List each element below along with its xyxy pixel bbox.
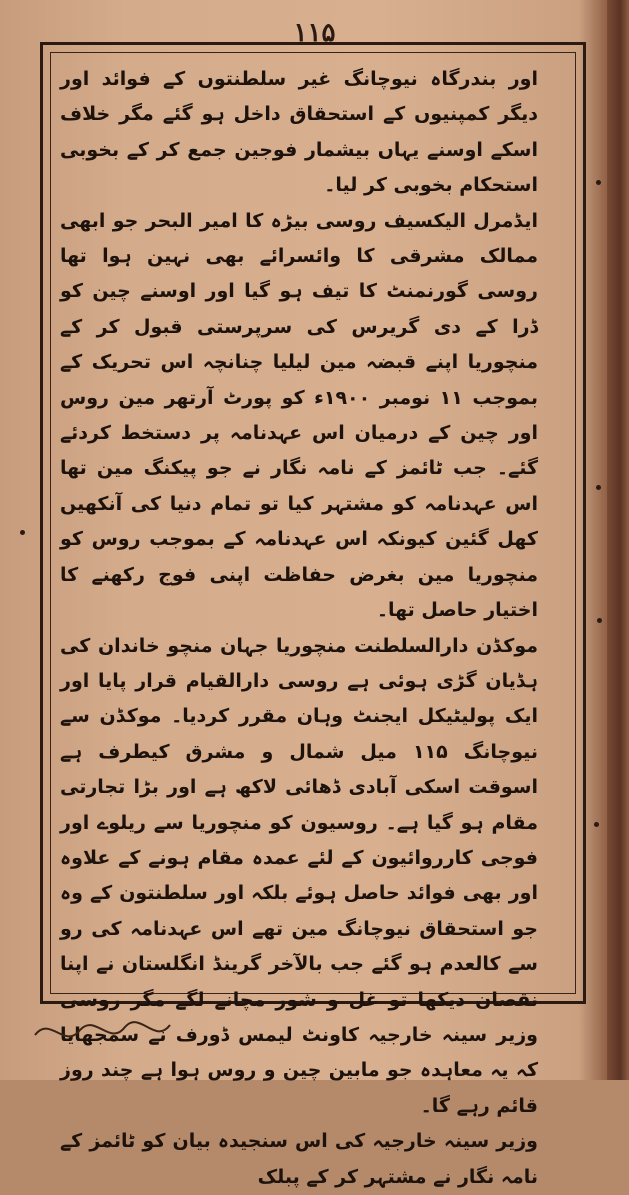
paragraph-2: ایڈمرل الیکسیف روسی بیڑہ کا امیر البحر جو ابھی ممالک مشرقی کا وائسرائے بھی نہین ہوا تھا روسی گورنمنٹ کا تیف ہو گیا اور اوسنے چین کو ڈرا کے دی گریرس کی سرپرستی قبول کر کے منچوریا اپنے قبضہ مین لیلیا چنانچہ اس تحریک کے بموجب ۱۱ نومبر ۱۹۰۰ء کو پورٹ آرتھر مین روس اور چین کے درمیان اس عہدنامہ پر دستخط کردئے گئے۔ جب ٹائمز کے نامہ نگار نے جو پیکنگ مین تھا اس عہدنامہ کو مشتہر کیا تو تمام دنیا کی آنکھیں کھل گئین کیونکہ اس عہدنامہ کے بموجب روس کو منچوریا مین بغرض حفاظت اپنی فوج رکھنے کا اختیار حاصل تھا۔ <box>60 209 538 622</box>
urdu-text-body <box>60 62 566 1188</box>
paragraph-4: وزیر سینہ خارجیہ کی اس سنجیدہ بیان کو ٹائمز کے نامہ نگار نے مشتہر کر کے پبلک <box>60 1130 538 1188</box>
margin-dot-mark <box>596 485 601 490</box>
page-binding-edge <box>607 0 629 1080</box>
margin-dot-mark <box>597 618 602 623</box>
page-number: ۱۱۵ <box>293 18 336 48</box>
page-fold-line <box>601 0 603 1080</box>
margin-dot-mark <box>596 180 601 185</box>
paragraph-3: موکڈن دارالسلطنت منچوریا جہان منچو خاندان کی ہڈیان گڑی ہوئی ہے روسی دارالقیام قرار پایا اور ایک پولیٹیکل ایجنٹ وہان مقرر کردیا۔ موکڈن سے نیوچانگ ۱۱۵ میل شمال و مشرق کیطرف ہے اسوقت اسکی آبادی ڈھائی لاکھ ہے اور بڑا تجارتی مقام ہو گیا ہے۔ روسیون کو منچوریا سے ریلوے اور فوجی کارروائیون کے لئے عمدہ مقام ہونے کے علاوہ اور بھی فوائد حاصل ہوئے بلکہ اور سلطنتون کے وہ جو استحقاق نیوچانگ مین تھے اس عہدنامہ کی رو سے کالعدم ہو گئے جب بالآخر گرینڈ انگلستان نے اپنا نقصان دیکھا تو غل و شور مچانے لگے مگر روسی وزیر سینہ خارجیہ کاونٹ لیمس ڈورف نے سمجھایا کہ یہ معاہدہ جو مابین چین و روس ہوا ہے چند روز قائم رہے گا۔ <box>60 634 538 1117</box>
margin-dot-mark <box>594 822 599 827</box>
bottom-scribble-mark <box>30 1005 230 1055</box>
margin-dot-mark <box>20 530 25 535</box>
paragraph-1: اور بندرگاہ نیوچانگ غیر سلطنتوں کے فوائد اور دیگر کمپنیوں کے استحقاق داخل ہو گئے مگر خلاف اسکے اوسنے یہاں بیشمار فوجین جمع کر کے بخوبی استحکام بخوبی کر لیا۔ <box>60 68 538 197</box>
